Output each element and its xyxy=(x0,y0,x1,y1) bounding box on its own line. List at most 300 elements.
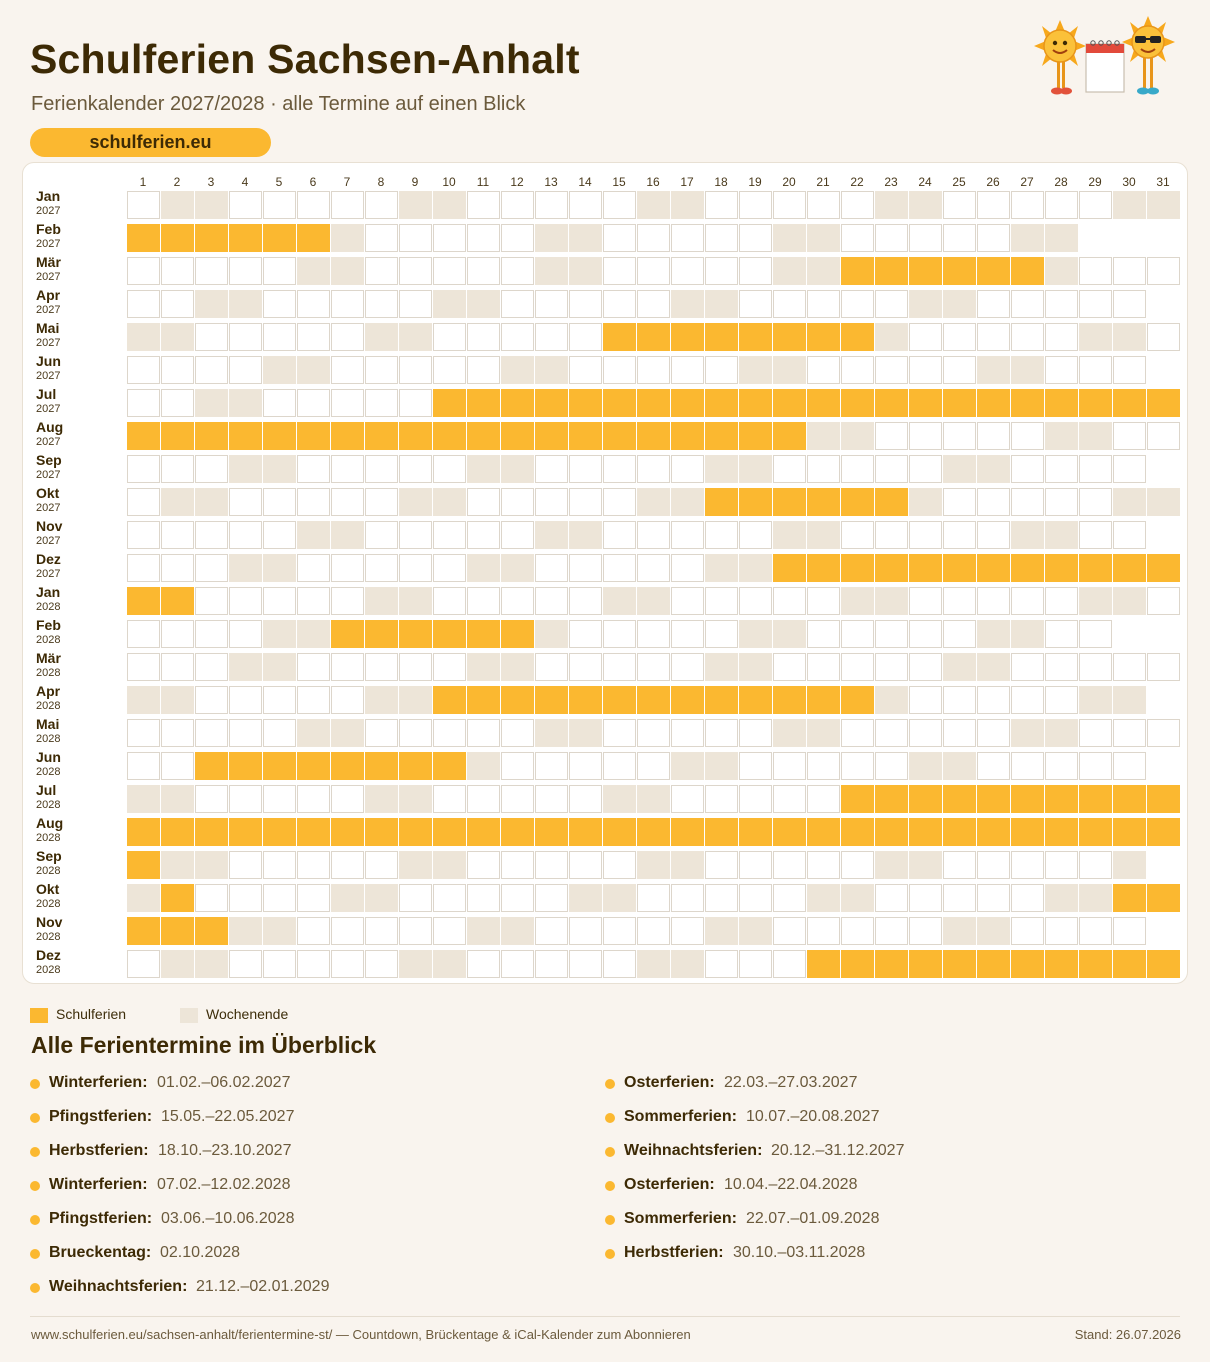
day-cell xyxy=(433,884,466,912)
day-cell xyxy=(161,257,194,285)
day-cell xyxy=(535,554,568,582)
day-cell xyxy=(1079,851,1112,879)
day-cell xyxy=(807,587,840,615)
day-cell xyxy=(467,488,500,516)
day-cell xyxy=(161,686,194,714)
day-cell xyxy=(331,554,364,582)
day-cell xyxy=(535,587,568,615)
day-cell xyxy=(331,752,364,780)
day-cell xyxy=(535,818,568,846)
day-cell xyxy=(875,554,908,582)
day-cell xyxy=(773,818,806,846)
day-cell xyxy=(127,257,160,285)
day-cell xyxy=(943,356,976,384)
day-cell xyxy=(331,818,364,846)
day-cell xyxy=(127,785,160,813)
month-year-label: 2028 xyxy=(36,766,61,778)
day-cell xyxy=(127,290,160,318)
day-cell xyxy=(161,191,194,219)
day-cell xyxy=(569,191,602,219)
day-cell xyxy=(263,488,296,516)
month-label: Mär xyxy=(36,254,61,270)
day-number-header: 12 xyxy=(510,175,524,189)
day-cell xyxy=(535,752,568,780)
day-cell xyxy=(671,257,704,285)
day-cell xyxy=(535,488,568,516)
day-cell xyxy=(229,785,262,813)
day-cell xyxy=(569,455,602,483)
day-cell xyxy=(195,686,228,714)
day-cell xyxy=(1045,488,1078,516)
day-cell xyxy=(671,224,704,252)
day-cell xyxy=(909,323,942,351)
day-cell xyxy=(365,323,398,351)
month-year-label: 2028 xyxy=(36,733,61,745)
bullet-icon xyxy=(605,1113,615,1123)
legend-holiday-label: Schulferien xyxy=(56,1006,127,1022)
day-cell xyxy=(603,554,636,582)
day-cell xyxy=(943,224,976,252)
day-cell xyxy=(569,224,602,252)
day-cell xyxy=(807,851,840,879)
day-cell xyxy=(977,653,1010,681)
day-cell xyxy=(229,719,262,747)
holiday-date-range: 15.05.–22.05.2027 xyxy=(161,1108,295,1125)
day-cell xyxy=(297,422,330,450)
day-cell xyxy=(1011,587,1044,615)
day-cell xyxy=(263,653,296,681)
day-cell xyxy=(195,719,228,747)
day-cell xyxy=(1079,653,1112,681)
day-cell xyxy=(875,257,908,285)
day-cell xyxy=(229,818,262,846)
day-cell xyxy=(195,356,228,384)
day-cell xyxy=(637,257,670,285)
day-cell xyxy=(263,356,296,384)
month-year-label: 2027 xyxy=(36,304,61,316)
page-subtitle: Ferienkalender 2027/2028 · alle Termine auf einen Blick xyxy=(31,93,526,115)
day-cell xyxy=(875,686,908,714)
day-cell xyxy=(1045,521,1078,549)
day-cell xyxy=(127,752,160,780)
day-cell xyxy=(535,950,568,978)
day-cell xyxy=(569,752,602,780)
day-cell xyxy=(467,257,500,285)
day-cell xyxy=(909,422,942,450)
day-cell xyxy=(875,950,908,978)
month-label: Jun xyxy=(36,353,61,369)
day-cell xyxy=(1045,389,1078,417)
month-label: Apr xyxy=(36,287,61,303)
day-cell xyxy=(909,818,942,846)
day-cell xyxy=(297,719,330,747)
month-label: Apr xyxy=(36,683,61,699)
day-cell xyxy=(977,554,1010,582)
bullet-icon xyxy=(30,1181,40,1191)
day-cell xyxy=(671,356,704,384)
day-cell xyxy=(399,422,432,450)
day-cell xyxy=(229,521,262,549)
day-cell xyxy=(1113,422,1146,450)
holiday-date-range: 20.12.–31.12.2027 xyxy=(771,1142,905,1159)
month-year-label: 2027 xyxy=(36,403,61,415)
day-number-header: 18 xyxy=(714,175,728,189)
day-cell xyxy=(1113,785,1146,813)
day-cell xyxy=(467,587,500,615)
month-year-label: 2027 xyxy=(36,469,61,481)
day-cell xyxy=(161,884,194,912)
day-cell xyxy=(943,191,976,219)
day-cell xyxy=(195,851,228,879)
day-cell xyxy=(1079,917,1112,945)
day-cell xyxy=(127,389,160,417)
day-cell xyxy=(331,224,364,252)
day-cell xyxy=(637,917,670,945)
day-cell xyxy=(739,488,772,516)
day-cell xyxy=(637,851,670,879)
day-cell xyxy=(195,950,228,978)
day-cell xyxy=(909,488,942,516)
day-cell xyxy=(161,620,194,648)
day-cell xyxy=(943,323,976,351)
day-cell xyxy=(841,917,874,945)
day-cell xyxy=(297,653,330,681)
day-cell xyxy=(467,818,500,846)
day-cell xyxy=(875,752,908,780)
day-cell xyxy=(1079,290,1112,318)
day-cell xyxy=(331,620,364,648)
day-cell xyxy=(297,851,330,879)
day-cell xyxy=(671,719,704,747)
day-cell xyxy=(127,554,160,582)
day-cell xyxy=(603,917,636,945)
day-cell xyxy=(705,455,738,483)
day-cell xyxy=(977,389,1010,417)
day-cell xyxy=(467,851,500,879)
day-cell xyxy=(1147,950,1180,978)
day-cell xyxy=(671,389,704,417)
day-number-header: 5 xyxy=(275,175,283,189)
day-cell xyxy=(977,455,1010,483)
day-cell xyxy=(263,686,296,714)
day-cell xyxy=(569,587,602,615)
month-year-label: 2027 xyxy=(36,238,61,250)
day-cell xyxy=(297,587,330,615)
day-cell xyxy=(195,785,228,813)
day-cell xyxy=(841,752,874,780)
day-cell xyxy=(127,620,160,648)
day-cell xyxy=(195,224,228,252)
day-cell xyxy=(1147,389,1180,417)
day-cell xyxy=(501,389,534,417)
day-cell xyxy=(943,290,976,318)
day-cell xyxy=(1045,422,1078,450)
day-cell xyxy=(399,521,432,549)
day-cell xyxy=(739,752,772,780)
day-cell xyxy=(909,587,942,615)
day-cell xyxy=(501,785,534,813)
day-cell xyxy=(773,224,806,252)
day-cell xyxy=(943,587,976,615)
day-cell xyxy=(909,290,942,318)
day-cell xyxy=(433,257,466,285)
day-cell xyxy=(161,323,194,351)
day-cell xyxy=(943,818,976,846)
day-cell xyxy=(943,752,976,780)
day-cell xyxy=(1079,686,1112,714)
day-cell xyxy=(569,290,602,318)
day-cell xyxy=(705,191,738,219)
day-cell xyxy=(263,587,296,615)
day-cell xyxy=(807,884,840,912)
day-cell xyxy=(671,422,704,450)
day-cell xyxy=(365,488,398,516)
month-year-label: 2028 xyxy=(36,931,61,943)
day-number-header: 26 xyxy=(986,175,1000,189)
day-cell xyxy=(705,950,738,978)
day-cell xyxy=(229,950,262,978)
day-cell xyxy=(1147,653,1180,681)
day-cell xyxy=(195,884,228,912)
bullet-icon xyxy=(30,1215,40,1225)
day-cell xyxy=(1147,719,1180,747)
day-cell xyxy=(331,917,364,945)
day-cell xyxy=(297,323,330,351)
month-year-label: 2027 xyxy=(36,337,61,349)
day-cell xyxy=(433,521,466,549)
day-cell xyxy=(773,488,806,516)
holiday-date-range: 10.04.–22.04.2028 xyxy=(724,1176,858,1193)
footer-divider xyxy=(30,1316,1180,1317)
month-label: Okt xyxy=(36,485,60,501)
day-cell xyxy=(1011,521,1044,549)
day-cell xyxy=(977,323,1010,351)
month-label: Mär xyxy=(36,650,61,666)
day-cell xyxy=(909,257,942,285)
month-year-label: 2027 xyxy=(36,568,61,580)
day-cell xyxy=(807,356,840,384)
day-cell xyxy=(331,521,364,549)
day-cell xyxy=(671,323,704,351)
day-cell xyxy=(705,620,738,648)
day-cell xyxy=(433,422,466,450)
month-label: Feb xyxy=(36,221,61,237)
day-cell xyxy=(1011,686,1044,714)
day-cell xyxy=(603,488,636,516)
day-cell xyxy=(297,686,330,714)
day-cell xyxy=(739,389,772,417)
day-cell xyxy=(433,587,466,615)
holiday-date-range: 07.02.–12.02.2028 xyxy=(157,1176,291,1193)
day-cell xyxy=(433,290,466,318)
day-number-header: 24 xyxy=(918,175,932,189)
day-cell xyxy=(399,818,432,846)
day-cell xyxy=(739,686,772,714)
overview-title: Alle Ferientermine im Überblick xyxy=(31,1032,377,1058)
day-cell xyxy=(739,422,772,450)
day-cell xyxy=(1045,323,1078,351)
day-cell xyxy=(1079,554,1112,582)
day-cell xyxy=(297,917,330,945)
day-cell xyxy=(1011,389,1044,417)
day-cell xyxy=(977,422,1010,450)
day-cell xyxy=(1113,851,1146,879)
day-cell xyxy=(365,917,398,945)
day-cell xyxy=(1113,554,1146,582)
day-cell xyxy=(1045,752,1078,780)
day-cell xyxy=(195,752,228,780)
day-cell xyxy=(807,224,840,252)
day-cell xyxy=(739,587,772,615)
bullet-icon xyxy=(30,1147,40,1157)
day-cell xyxy=(229,488,262,516)
day-cell xyxy=(705,587,738,615)
day-cell xyxy=(1079,785,1112,813)
month-label: Jul xyxy=(36,386,57,402)
day-cell xyxy=(535,257,568,285)
day-cell xyxy=(1045,587,1078,615)
day-cell xyxy=(1113,752,1146,780)
day-cell xyxy=(1147,422,1180,450)
day-cell xyxy=(637,290,670,318)
day-cell xyxy=(705,851,738,879)
day-cell xyxy=(671,488,704,516)
day-cell xyxy=(161,917,194,945)
day-cell xyxy=(433,917,466,945)
day-cell xyxy=(229,356,262,384)
day-cell xyxy=(637,686,670,714)
day-cell xyxy=(433,785,466,813)
month-year-label: 2028 xyxy=(36,832,61,844)
day-cell xyxy=(263,455,296,483)
day-cell xyxy=(195,290,228,318)
day-cell xyxy=(535,323,568,351)
day-cell xyxy=(977,257,1010,285)
day-cell xyxy=(331,488,364,516)
day-cell xyxy=(977,356,1010,384)
day-cell xyxy=(535,455,568,483)
day-cell xyxy=(841,389,874,417)
day-cell xyxy=(399,950,432,978)
day-cell xyxy=(501,851,534,879)
day-cell xyxy=(705,323,738,351)
day-cell xyxy=(467,719,500,747)
day-cell xyxy=(263,422,296,450)
day-cell xyxy=(1011,719,1044,747)
day-cell xyxy=(1147,884,1180,912)
day-cell xyxy=(229,653,262,681)
holiday-date-range: 21.12.–02.01.2029 xyxy=(196,1278,330,1295)
day-cell xyxy=(501,917,534,945)
day-cell xyxy=(433,554,466,582)
day-cell xyxy=(263,818,296,846)
day-cell xyxy=(569,521,602,549)
day-cell xyxy=(1113,521,1146,549)
day-cell xyxy=(807,323,840,351)
day-cell xyxy=(637,356,670,384)
day-cell xyxy=(297,488,330,516)
site-badge[interactable]: schulferien.eu xyxy=(30,128,271,157)
day-cell xyxy=(501,422,534,450)
day-cell xyxy=(399,488,432,516)
day-cell xyxy=(875,356,908,384)
day-cell xyxy=(331,653,364,681)
holiday-date-range: 02.10.2028 xyxy=(160,1244,241,1261)
day-cell xyxy=(671,554,704,582)
day-cell xyxy=(1011,290,1044,318)
day-number-header: 20 xyxy=(782,175,796,189)
footer-link-text[interactable]: www.schulferien.eu/sachsen-anhalt/ferientermine-st/ — Countdown, Brückentage & iCal-Kalender zum Abonnieren xyxy=(31,1327,691,1342)
day-cell xyxy=(671,521,704,549)
day-cell xyxy=(263,752,296,780)
day-cell xyxy=(501,620,534,648)
day-cell xyxy=(331,950,364,978)
day-number-header: 9 xyxy=(411,175,419,189)
day-cell xyxy=(535,389,568,417)
day-cell xyxy=(365,257,398,285)
legend-weekend-label: Wochenende xyxy=(206,1006,289,1022)
month-year-label: 2028 xyxy=(36,964,61,976)
day-cell xyxy=(297,884,330,912)
day-cell xyxy=(773,719,806,747)
day-cell xyxy=(909,554,942,582)
day-cell xyxy=(365,224,398,252)
day-cell xyxy=(705,917,738,945)
day-cell xyxy=(671,917,704,945)
day-number-header: 16 xyxy=(646,175,660,189)
day-cell xyxy=(161,785,194,813)
day-cell xyxy=(399,587,432,615)
day-cell xyxy=(127,587,160,615)
day-cell xyxy=(365,818,398,846)
day-cell xyxy=(1045,884,1078,912)
day-cell xyxy=(1113,488,1146,516)
month-label: Jan xyxy=(36,188,61,204)
day-cell xyxy=(161,356,194,384)
bullet-icon xyxy=(605,1147,615,1157)
day-cell xyxy=(535,356,568,384)
day-cell xyxy=(399,686,432,714)
day-cell xyxy=(875,884,908,912)
day-cell xyxy=(1147,818,1180,846)
day-cell xyxy=(977,191,1010,219)
day-cell xyxy=(773,785,806,813)
day-cell xyxy=(705,554,738,582)
day-cell xyxy=(535,719,568,747)
day-cell xyxy=(1045,917,1078,945)
day-cell xyxy=(603,950,636,978)
holiday-name: Osterferien: xyxy=(624,1074,715,1091)
day-number-header: 14 xyxy=(578,175,592,189)
day-cell xyxy=(365,521,398,549)
day-cell xyxy=(909,950,942,978)
day-cell xyxy=(229,917,262,945)
day-cell xyxy=(535,917,568,945)
day-cell xyxy=(399,884,432,912)
day-cell xyxy=(671,884,704,912)
day-cell xyxy=(501,356,534,384)
day-cell xyxy=(875,818,908,846)
day-cell xyxy=(875,422,908,450)
day-cell xyxy=(229,752,262,780)
day-cell xyxy=(127,851,160,879)
day-cell xyxy=(807,719,840,747)
day-cell xyxy=(637,455,670,483)
month-label: Sep xyxy=(36,452,62,468)
day-cell xyxy=(807,521,840,549)
day-cell xyxy=(365,884,398,912)
day-number-header: 13 xyxy=(544,175,558,189)
